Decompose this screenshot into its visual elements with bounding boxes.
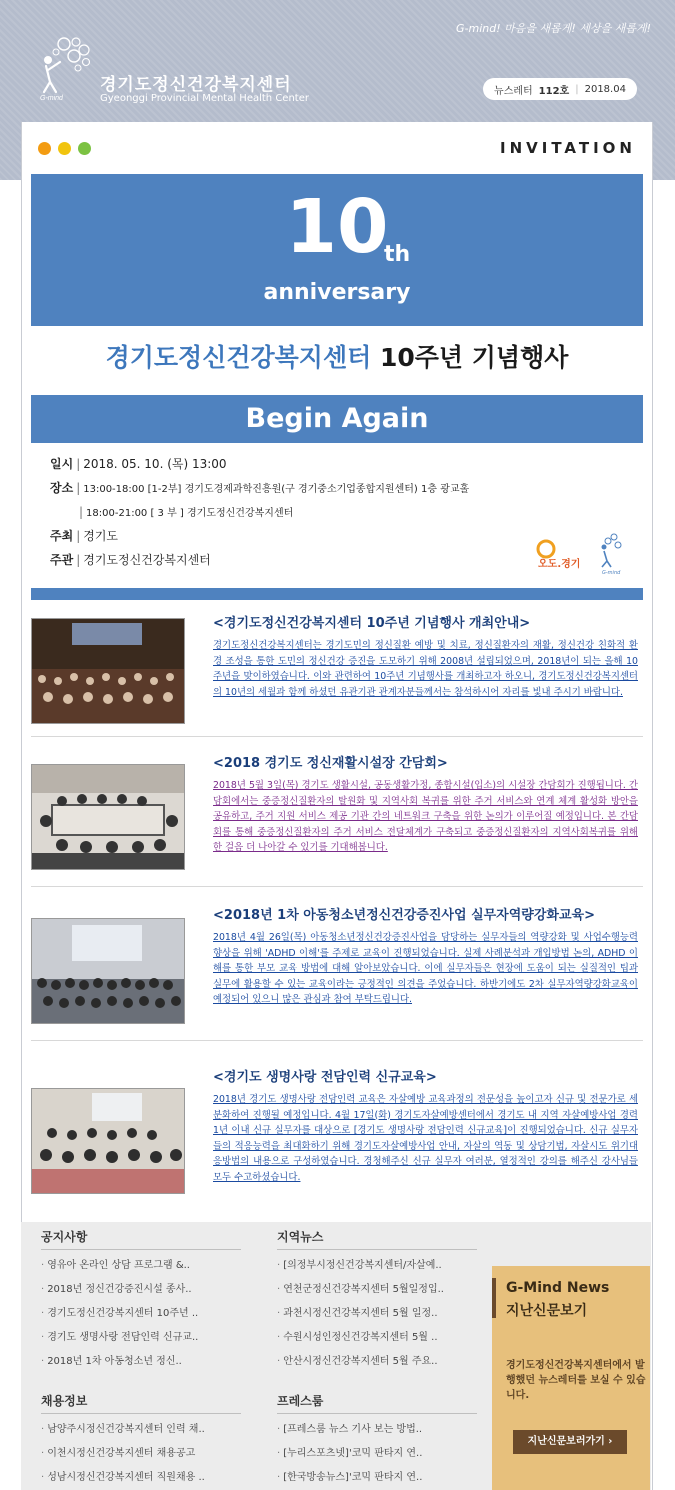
jobs-item[interactable]: · 성남시정신건강복지센터 직원채용 .. <box>41 1466 241 1490</box>
notice-item[interactable]: · 경기도 생명사랑 전담인력 신규교.. <box>41 1326 241 1350</box>
yellow-dot-icon <box>58 142 71 155</box>
organizer-row: 주관 | 경기도정신건강복지센터 <box>50 553 211 567</box>
badge-separator: | <box>575 83 579 95</box>
local-news-item[interactable]: · 안산시정신건강복지센터 5월 주요.. <box>277 1350 477 1374</box>
notice-item[interactable]: · 영유아 온라인 상담 프로그램 &.. <box>41 1254 241 1278</box>
news-box-accent <box>492 1278 496 1318</box>
notice-item[interactable]: · 경기도정신건강복지센터 10주년 .. <box>41 1302 241 1326</box>
date-value: 2018. 05. 10. (목) 13:00 <box>83 457 227 471</box>
sponsor-logo-1-text: 오도.경기 <box>538 559 581 570</box>
local-news-item[interactable]: · [의정부시정신건강복지센터/자살예.. <box>277 1254 477 1278</box>
article-title[interactable]: <2018 경기도 정신재활시설장 간담회> <box>213 756 448 771</box>
press-item[interactable]: · [한국방송뉴스]'코믹 판타지 연.. <box>277 1466 477 1490</box>
press-title[interactable]: 프레스룸 <box>277 1392 477 1414</box>
event-title <box>22 338 652 374</box>
press-item[interactable]: · [누리스포츠넷]'코믹 판타지 연.. <box>277 1442 477 1466</box>
logo-text: G-mind <box>40 95 63 102</box>
host-value: 경기도 <box>83 529 119 543</box>
window-dots <box>38 142 91 155</box>
newsletter-date: 2018.04 <box>584 83 626 95</box>
begin-again-banner: Begin Again <box>31 395 643 443</box>
press-item[interactable]: · [프레스룸 뉴스 기사 보는 방법.. <box>277 1418 477 1442</box>
newsletter-issue-badge <box>483 78 637 100</box>
host-row: 주최 | 경기도 <box>50 529 119 543</box>
local-news-item[interactable]: · 연천군정신건강복지센터 5월일정입.. <box>277 1278 477 1302</box>
green-dot-icon <box>78 142 91 155</box>
event-title-name: 10주년 기념행사 <box>379 343 569 372</box>
footer <box>21 1222 651 1490</box>
info-bottom-bar <box>31 588 643 600</box>
organizer-value: 경기도정신건강복지센터 <box>83 553 211 567</box>
newsletter-issue: 112호 <box>538 85 570 97</box>
jobs-section <box>41 1392 241 1490</box>
article-body[interactable]: 2018년 5월 3일(목) 경기도 생활시설, 공동생활가정, 종합시설(입소)의 시설장 간담회가 진행됩니다. 간담회에서는 중증정신질환자의 탈원화 및 지역사회 복귀를 위한 주거 서비스와 연계 체계 활성화 방안을 공유하고, 주거 지원 서비스 제공 기관 간의 네트워크 구축을 위한 논의가 이루어질 예정입니다. 본 간담회를 통해 중증정신질환자의 주거 서비스 전달체계가 구축되고 중증정신질환자의 지역사회복귀를 위해 한 걸음 더 나아갈 수 있기를 기대해봅니다. <box>213 780 638 854</box>
newsletter-label: 뉴스레터 <box>494 85 533 97</box>
notice-title[interactable]: 공지사항 <box>41 1228 241 1250</box>
hero-word: anniversary <box>263 280 411 305</box>
article-body[interactable]: 2018년 4월 26일(목) 아동청소년정신건강증진사업을 담당하는 실무자들의 역량강화 및 사업수행능력 향상을 위해 'ADHD 이해'를 주제로 교육이 진행되었습니다. 실제 사례분석과 개입방법 논의, ADHD 이해를 통한 부모 교육 방법에 대해 알아보았습니다. 이에 실무자들은 현장에 도움이 되는 실질적인 팁과 실무에 활용할 수 있는 교육이라는 긍정적인 의견을 주었습니다. 하반기에도 2차 실무자역량강화교육이 예정되어 있으니 많은 관심과 참여 부탁드립니다. <box>213 932 638 1006</box>
gyeonggi-logo-icon <box>537 541 580 570</box>
sponsor-logo-2-text: G-mind <box>602 570 621 576</box>
notice-section <box>41 1228 241 1374</box>
local-news-item[interactable]: · 수원시성인정신건강복지센터 5월 .. <box>277 1326 477 1350</box>
orange-dot-icon <box>38 142 51 155</box>
article-title[interactable]: <2018년 1차 아동청소년정신건강증진사업 실무자역량강화교육> <box>213 908 595 923</box>
org-name[interactable]: 경기도정신건강복지센터 <box>100 75 292 95</box>
slogan: G-mind! 마음을 새롭게! 세상을 새롭게! <box>456 22 651 35</box>
article-photo[interactable] <box>31 1088 185 1194</box>
article-body[interactable]: 2018년 경기도 생명사랑 전담인력 교육은 자살예방 교육과정의 전문성을 높이고자 신규 및 전문가로 세분화하여 진행될 예정입니다. 4월 17일(화) 경기도자살예방센터에서 경기도 내 지역 자살예방사업 경력 1년 이내 신규 실무자를 대상으로 [경기도 생명사랑 전담인력 신규교육]이 진행되었습니다. 신규 실무자들의 적응능력을 최대화하기 위해 경기도자살예방사업 안내, 자살의 역동 및 상담기법, 자살시도 위기대응방법의 내용으로 구성하였습니다. 경청해주신 신규 실무자 여러분, 열정적인 강의를 해주신 강사님들 모두 수고하셨습니다. <box>213 1094 638 1183</box>
news-box-title: G-Mind News <box>506 1280 610 1296</box>
place-row-2: | 18:00-21:00 [ 3 부 ] 경기도정신건강복지센터 <box>79 505 294 519</box>
sponsor-logos <box>534 527 634 581</box>
article-title[interactable]: <경기도정신건강복지센터 10주년 기념행사 개최안내> <box>213 616 531 631</box>
article-title[interactable]: <경기도 생명사랑 전담인력 신규교육> <box>213 1070 437 1085</box>
place-row: 장소 | 13:00-18:00 [1-2부] 경기도경제과학진흥원(구 경기중소기업종합지원센터) 1층 광교홀 <box>50 481 470 495</box>
article-photo[interactable] <box>31 918 185 1024</box>
event-info <box>50 452 469 572</box>
press-section <box>277 1392 477 1490</box>
organizer-label: 주관 <box>50 553 74 567</box>
jobs-item[interactable]: · 남양주시정신건강복지센터 인력 채.. <box>41 1418 241 1442</box>
past-newsletters-box <box>492 1266 650 1490</box>
local-news-section <box>277 1228 477 1374</box>
jobs-item[interactable]: · 이천시정신건강복지센터 채용공고 <box>41 1442 241 1466</box>
news-box-subtitle: 지난신문보기 <box>506 1303 588 1319</box>
local-news-item[interactable]: · 과천시정신건강복지센터 5월 일정.. <box>277 1302 477 1326</box>
place-label: 장소 <box>50 481 74 495</box>
date-label: 일시 <box>50 457 74 471</box>
org-name-english: Gyeonggi Provincial Mental Health Center <box>100 93 309 104</box>
event-title-org: 경기도정신건강복지센터 <box>105 343 372 372</box>
notice-item[interactable]: · 2018년 정신건강증진시설 종사.. <box>41 1278 241 1302</box>
host-label: 주최 <box>50 529 74 543</box>
past-newsletters-button[interactable]: 지난신문보러가기 › <box>513 1430 627 1454</box>
date-row: 일시 | 2018. 05. 10. (목) 13:00 <box>50 457 227 471</box>
place-line-2: 18:00-21:00 [ 3 부 ] 경기도정신건강복지센터 <box>86 508 294 519</box>
article-divider <box>31 1040 643 1041</box>
hero-number: 10 <box>285 184 389 270</box>
invitation-label: INVITATION <box>500 139 636 157</box>
article-divider <box>31 736 643 737</box>
gmind-small-logo-icon <box>602 534 622 576</box>
article-photo[interactable] <box>31 764 185 870</box>
gmind-logo-icon[interactable] <box>34 32 96 102</box>
news-box-description: 경기도정신건강복지센터에서 발행했던 뉴스레터를 보실 수 있습니다. <box>506 1360 646 1401</box>
local-news-title[interactable]: 지역뉴스 <box>277 1228 477 1250</box>
anniversary-hero <box>31 174 643 326</box>
article-body[interactable]: 경기도정신건강복지센터는 경기도민의 정신질환 예방 및 치료, 정신질환자의 재활, 정신건강 친화적 환경 조성을 통한 도민의 정신건강 증진을 도모하기 위해 2008년 설립되었으며, 2018년이 되는 올해 10주년을 맞이하였습니다. 이와 관련하여 10주년 기념행사를 개최하고자 하오니, 경기도정신건강복지센터의 10년의 세월과 함께 하셨던 유관기관 관계자분들께서는 참석하시어 자리를 빛내 주시기 바랍니다. <box>213 640 638 698</box>
notice-item[interactable]: · 2018년 1차 아동청소년 정신.. <box>41 1350 241 1374</box>
jobs-title[interactable]: 채용정보 <box>41 1392 241 1414</box>
article-divider <box>31 886 643 887</box>
place-line-1: 13:00-18:00 [1-2부] 경기도경제과학진흥원(구 경기중소기업종합지원센터) 1층 광교홀 <box>83 484 470 495</box>
hero-suffix: th <box>384 242 411 267</box>
article-photo[interactable] <box>31 618 185 724</box>
